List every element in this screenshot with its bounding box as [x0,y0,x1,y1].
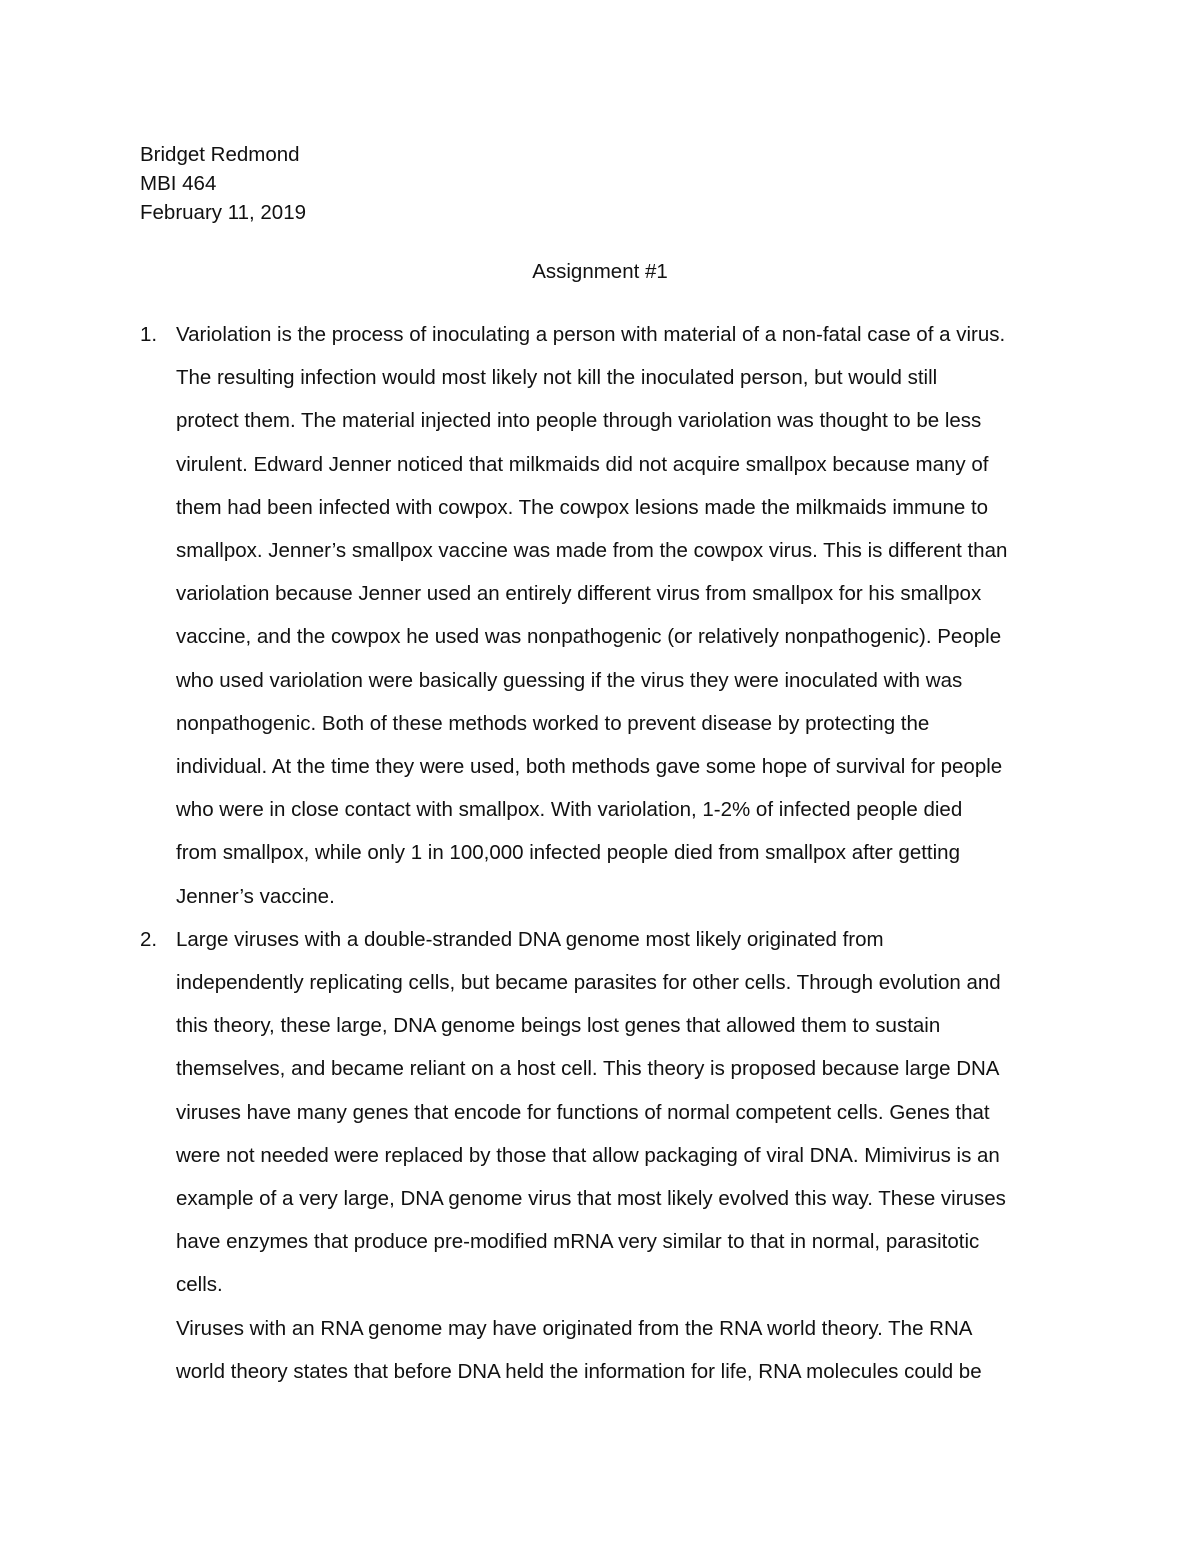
course-code: MBI 464 [140,172,217,195]
list-item-number: 1. [140,323,158,346]
text-line: The resulting infection would most likely not kill the inoculated person, but would still [176,366,938,390]
text-line: this theory, these large, DNA genome beings lost genes that allowed them to sustain [176,1014,941,1038]
text-line: Large viruses with a double-stranded DNA genome most likely originated from [176,927,884,951]
text-line: individual. At the time they were used, both methods gave some hope of survival for people [176,755,1003,779]
document-title: Assignment #1 [532,260,668,283]
text-line: example of a very large, DNA genome virus that most likely evolved this way. These viruses [176,1187,1006,1211]
document-header [140,140,306,227]
list-item-1 [140,313,1070,918]
text-line: smallpox. Jenner’s smallpox vaccine was made from the cowpox virus. This is different than [176,539,1008,563]
text-line: variolation because Jenner used an entirely different virus from smallpox for his smallpox [176,582,982,606]
text-line: Variolation is the process of inoculating a person with material of a non-fatal case of a virus. [176,323,1006,346]
list-item-2 [140,918,1070,1393]
text-line: Jenner’s vaccine. [176,884,335,908]
text-line: cells. [176,1273,223,1297]
text-line: them had been infected with cowpox. The cowpox lesions made the milkmaids immune to [176,495,989,519]
text-line: nonpathogenic. Both of these methods worked to prevent disease by protecting the [176,711,930,735]
text-line: themselves, and became reliant on a host cell. This theory is proposed because large DNA [176,1057,1000,1081]
text-line: independently replicating cells, but became parasites for other cells. Through evolution and [176,971,1001,995]
author-name: Bridget Redmond [140,143,300,166]
text-line: protect them. The material injected into people through variolation was thought to be less [176,409,982,433]
text-line: from smallpox, while only 1 in 100,000 infected people died from smallpox after getting [176,841,960,865]
text-line: vaccine, and the cowpox he used was nonpathogenic (or relatively nonpathogenic). People [176,625,1002,649]
text-line: world theory states that before DNA held the information for life, RNA molecules could be [176,1359,982,1383]
text-line: viruses have many genes that encode for functions of normal competent cells. Genes that [176,1100,990,1124]
text-line: have enzymes that produce pre-modified mRNA very similar to that in normal, parasitotic [176,1230,980,1254]
text-line: were not needed were replaced by those that allow packaging of viral DNA. Mimivirus is an [176,1143,1000,1167]
document-body [140,313,1070,1393]
text-line: who used variolation were basically guessing if the virus they were inoculated with was [176,668,963,692]
text-line: Viruses with an RNA genome may have originated from the RNA world theory. The RNA [176,1316,973,1340]
document-date: February 11, 2019 [140,201,307,224]
text-line: who were in close contact with smallpox. With variolation, 1-2% of infected people died [176,798,963,822]
list-item-number: 2. [140,927,158,951]
text-line: virulent. Edward Jenner noticed that milkmaids did not acquire smallpox because many of [176,452,989,476]
